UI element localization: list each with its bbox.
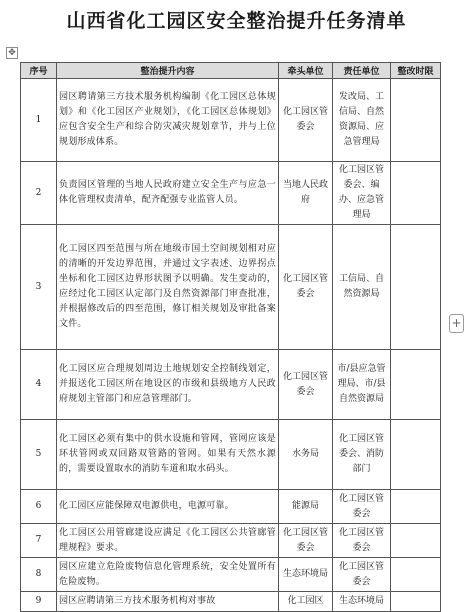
row-lead-unit: 水务局: [279, 420, 333, 490]
row-content: 化工园区应能保障双电源供电，电源可靠。: [57, 490, 279, 524]
row-responsible-unit: 市/县应急管理局、市/县自然资源局: [333, 350, 391, 420]
row-deadline: [391, 162, 441, 225]
row-responsible-unit: 化工园区管委会: [333, 490, 391, 524]
table-row: [21, 225, 441, 350]
row-lead-unit: 生态环境局: [279, 558, 333, 592]
header-resp: 责任单位: [333, 63, 391, 79]
row-lead-unit: 化工园区: [279, 592, 333, 612]
row-deadline: [391, 592, 441, 612]
table-row: [21, 79, 441, 162]
row-number: 2: [21, 162, 57, 225]
row-deadline: [391, 558, 441, 592]
task-table: [20, 62, 441, 612]
table-row: [21, 592, 441, 612]
table-row: [21, 420, 441, 490]
header-content: 整治提升内容: [57, 63, 279, 79]
row-number: 9: [21, 592, 57, 612]
row-responsible-unit: 发改局、工信局、自然资源局、应急管理局: [333, 79, 391, 162]
row-lead-unit: 化工园区管委会: [279, 225, 333, 350]
header-no: 序号: [21, 63, 57, 79]
row-content: 化工园区公用管廊建设应满足《化工园区公共管廊管理规程》要求。: [57, 524, 279, 558]
row-responsible-unit: 化工园区管委会: [333, 524, 391, 558]
row-deadline: [391, 225, 441, 350]
row-number: 6: [21, 490, 57, 524]
header-deadline: 整改时限: [391, 63, 441, 79]
row-lead-unit: 能源局: [279, 490, 333, 524]
row-responsible-unit: 化工园区管委会: [333, 558, 391, 592]
row-content: 园区应建立危险废物信息化管理系统，安全处置所有危险废物。: [57, 558, 279, 592]
table-header-row: [21, 63, 441, 79]
row-deadline: [391, 490, 441, 524]
row-number: 5: [21, 420, 57, 490]
row-deadline: [391, 350, 441, 420]
table-move-handle-icon[interactable]: ✥: [6, 47, 18, 59]
page-title: 山西省化工园区安全整治提升任务清单: [66, 10, 407, 32]
row-deadline: [391, 524, 441, 558]
table-row: [21, 558, 441, 592]
row-lead-unit: 化工园区管委会: [279, 350, 333, 420]
row-content: 化工园区应合理规划周边土地规划安全控制线划定，并报送化工园区所在地设区的市级和县级地方人民政府规划主管部门和应急管理部门。: [57, 350, 279, 420]
row-deadline: [391, 79, 441, 162]
row-number: 1: [21, 79, 57, 162]
add-column-button[interactable]: +: [449, 314, 464, 333]
row-responsible-unit: 化工园区管委会、编办、应急管理局: [333, 162, 391, 225]
row-content: 园区应聘请第三方技术服务机构对事故: [57, 592, 279, 612]
row-content: 负责园区管理的当地人民政府建立安全生产与应急一体化管理权责清单，配齐配强专业监管人员。: [57, 162, 279, 225]
row-number: 3: [21, 225, 57, 350]
table-row: [21, 524, 441, 558]
row-lead-unit: 当地人民政府: [279, 162, 333, 225]
row-content: 化工园区必须有集中的供水设施和管网，管网应该是环状管网或双回路双管路的管网。如果有天然水源的，需要设置取水的消防车道和取水码头。: [57, 420, 279, 490]
row-lead-unit: 化工园区管委会: [279, 524, 333, 558]
header-lead: 牵头单位: [279, 63, 333, 79]
row-content: 园区聘请第三方技术服务机构编制《化工园区总体规划》和《化工园区产业规划》，《化工园区总体规划》应包含安全生产和综合防灾减灾规划章节，并与上位规划形成体系。: [57, 79, 279, 162]
table-row: [21, 162, 441, 225]
row-deadline: [391, 420, 441, 490]
row-number: 7: [21, 524, 57, 558]
table-row: [21, 350, 441, 420]
row-lead-unit: 化工园区管委会: [279, 79, 333, 162]
row-number: 8: [21, 558, 57, 592]
row-number: 4: [21, 350, 57, 420]
row-responsible-unit: 工信局、自然资源局: [333, 225, 391, 350]
row-content: 化工园区四至范围与所在地级市国土空间规划相对应的清晰的开发边界范围，并通过文字表述、边界拐点坐标和化工园区边界形状图予以明确。发生变动的，应经过化工园区认定部门及自然资源部门审查批准，并根据修改后的四至范围，修订相关规划及审批备案文件。: [57, 225, 279, 350]
table-row: [21, 490, 441, 524]
row-responsible-unit: 化工园区管委会、消防部门: [333, 420, 391, 490]
row-responsible-unit: 生态环境局: [333, 592, 391, 612]
